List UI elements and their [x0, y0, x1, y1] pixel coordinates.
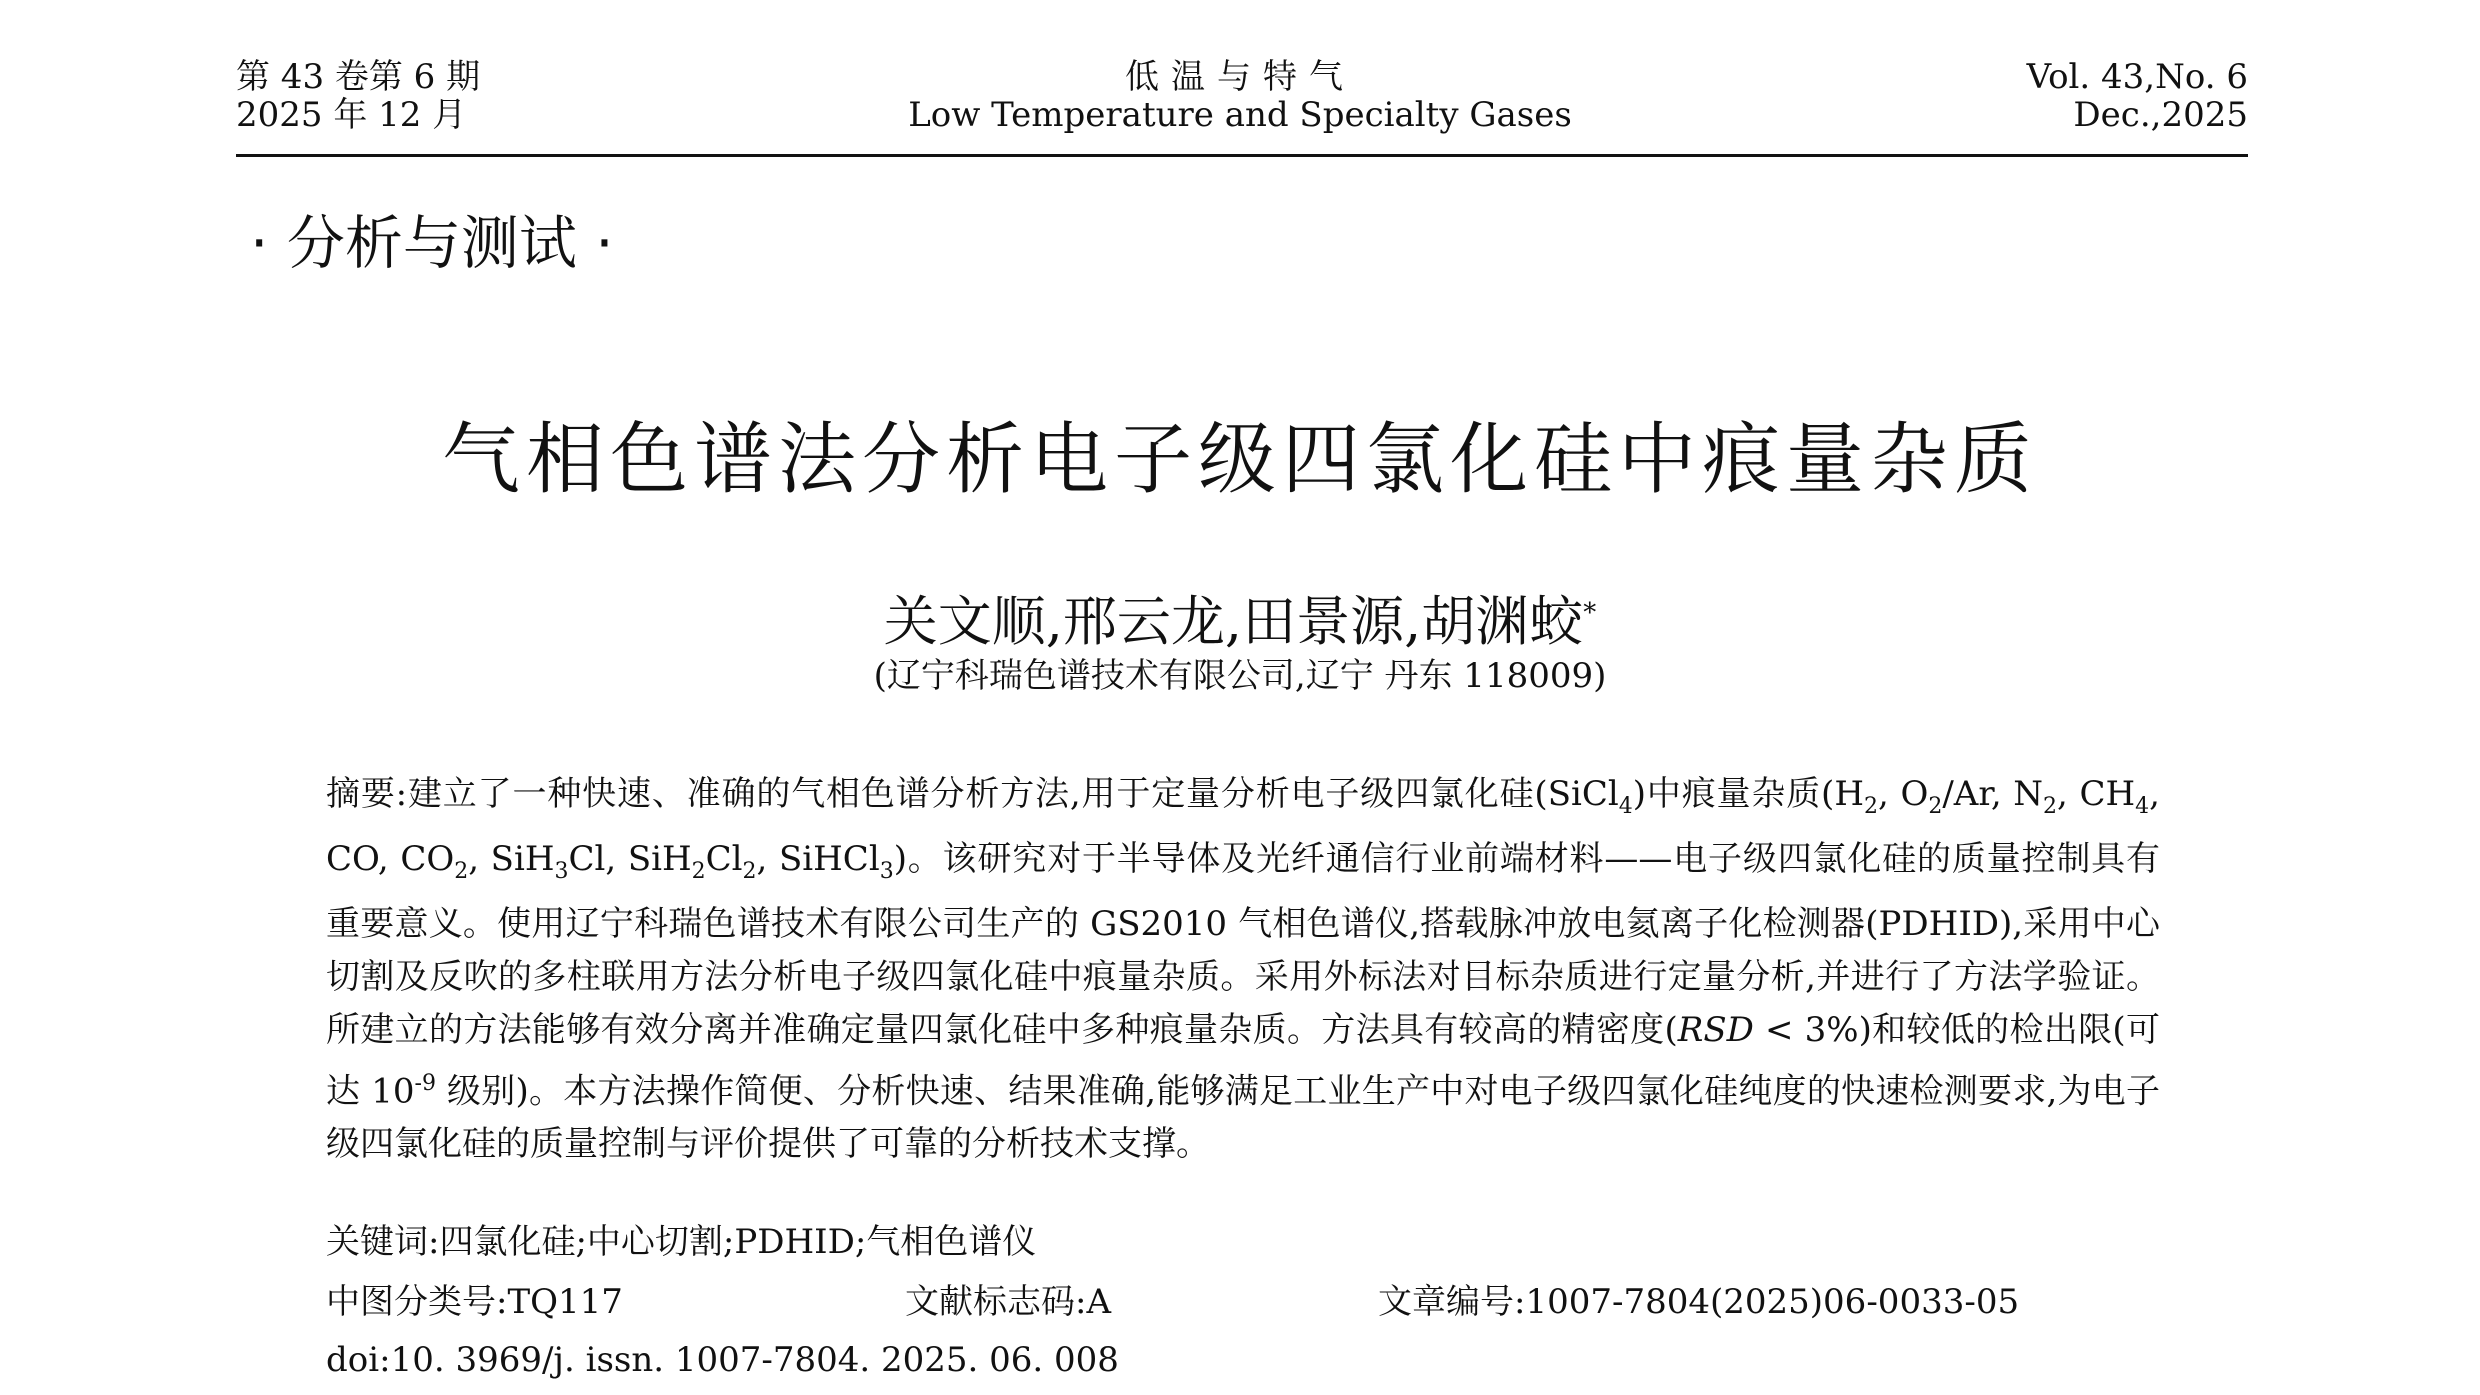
subscript: 3 [554, 858, 569, 884]
volume-issue: 第 43 卷第 6 期 [236, 57, 481, 97]
abstract-text: , O [1877, 774, 1929, 814]
abstract-text: Cl, SiH [568, 838, 692, 879]
clc-number: 中图分类号:TQ117 [326, 1282, 623, 1322]
document-code: 文献标志码:A [905, 1282, 1112, 1322]
affiliation: (辽宁科瑞色谱技术有限公司,辽宁 丹东 118009) [873, 656, 1607, 696]
abstract-text: , SiH [468, 838, 555, 879]
authors: 关文顺,邢云龙,田景源,胡渊蛟 [883, 590, 1584, 653]
volume-issue-en: Vol. 43,No. 6 [2026, 57, 2248, 97]
subscript: 2 [1863, 793, 1878, 819]
article-title: 气相色谱法分析电子级四氯化硅中痕量杂质 [441, 415, 2038, 505]
subscript: 4 [2135, 793, 2150, 819]
abstract-text: , SiHCl [756, 838, 880, 879]
article-number: 文章编号:1007-7804(2025)06-0033-05 [1378, 1282, 2020, 1322]
subscript: 2 [691, 858, 706, 884]
subscript: 2 [742, 858, 757, 884]
rsd-symbol: RSD [1677, 1009, 1754, 1050]
header-rule [236, 154, 2248, 157]
abstract-text: < 3%)和较低的检出限(可达 10 [326, 1009, 2160, 1111]
subscript: 4 [1618, 793, 1633, 819]
subscript: 2 [1928, 793, 1943, 819]
abstract-text: Cl [705, 838, 743, 879]
journal-title-cn: 低温与特气 [1125, 57, 1355, 97]
section-label: · 分析与测试 · [250, 209, 614, 277]
author-list [0, 580, 2480, 655]
publication-date-en: Dec.,2025 [2073, 95, 2248, 135]
subscript: 2 [454, 858, 469, 884]
publication-date: 2025 年 12 月 [236, 95, 467, 135]
journal-title-en: Low Temperature and Specialty Gases [908, 95, 1572, 135]
abstract-text: , CH [2057, 774, 2136, 814]
subscript: 2 [2043, 793, 2058, 819]
abstract-text: 摘要:建立了一种快速、准确的气相色谱分析方法,用于定量分析电子级四氯化硅(SiCl [326, 774, 1619, 814]
corresponding-author-mark: * [1583, 598, 1597, 628]
abstract-text: )中痕量杂质(H [1632, 774, 1864, 814]
abstract-text: 级别)。本方法操作简便、分析快速、结果准确,能够满足工业生产中对电子级四氯化硅纯度的快速检测要求,为电子级四氯化硅的质量控制与评价提供了可靠的分析技术支撑。 [326, 1070, 2160, 1164]
doi-link[interactable]: doi:10. 3969/j. issn. 1007-7804. 2025. 06. 008 [326, 1340, 1119, 1380]
keywords: 关键词:四氯化硅;中心切割;PDHID;气相色谱仪 [326, 1222, 1037, 1262]
exponent: -9 [414, 1070, 436, 1096]
abstract-text: )。该研究对于半导体及光纤通信行业前端材料——电子级四氯化硅的质量控制具有重要意义。使用辽宁科瑞色谱技术有限公司生产的 GS2010 气相色谱仪,搭载脉冲放电氦离子化检测器(PDHID),采用中心切割及反吹的多柱联用方法分析电子级四氯化硅中痕量杂质。采用外标法对目标杂质进行定量分析,并进行了方法学验证。所建立的方法能够有效分离并准确定量四氯化硅中多种痕量杂质。方法具有较高的精密度( [326, 838, 2160, 1050]
abstract-text: , CO, CO [326, 774, 2160, 879]
journal-issue-info-en [2027, 58, 2248, 134]
subscript: 3 [879, 858, 894, 884]
abstract [326, 768, 2160, 1171]
abstract-text: /Ar, N [1942, 774, 2044, 814]
